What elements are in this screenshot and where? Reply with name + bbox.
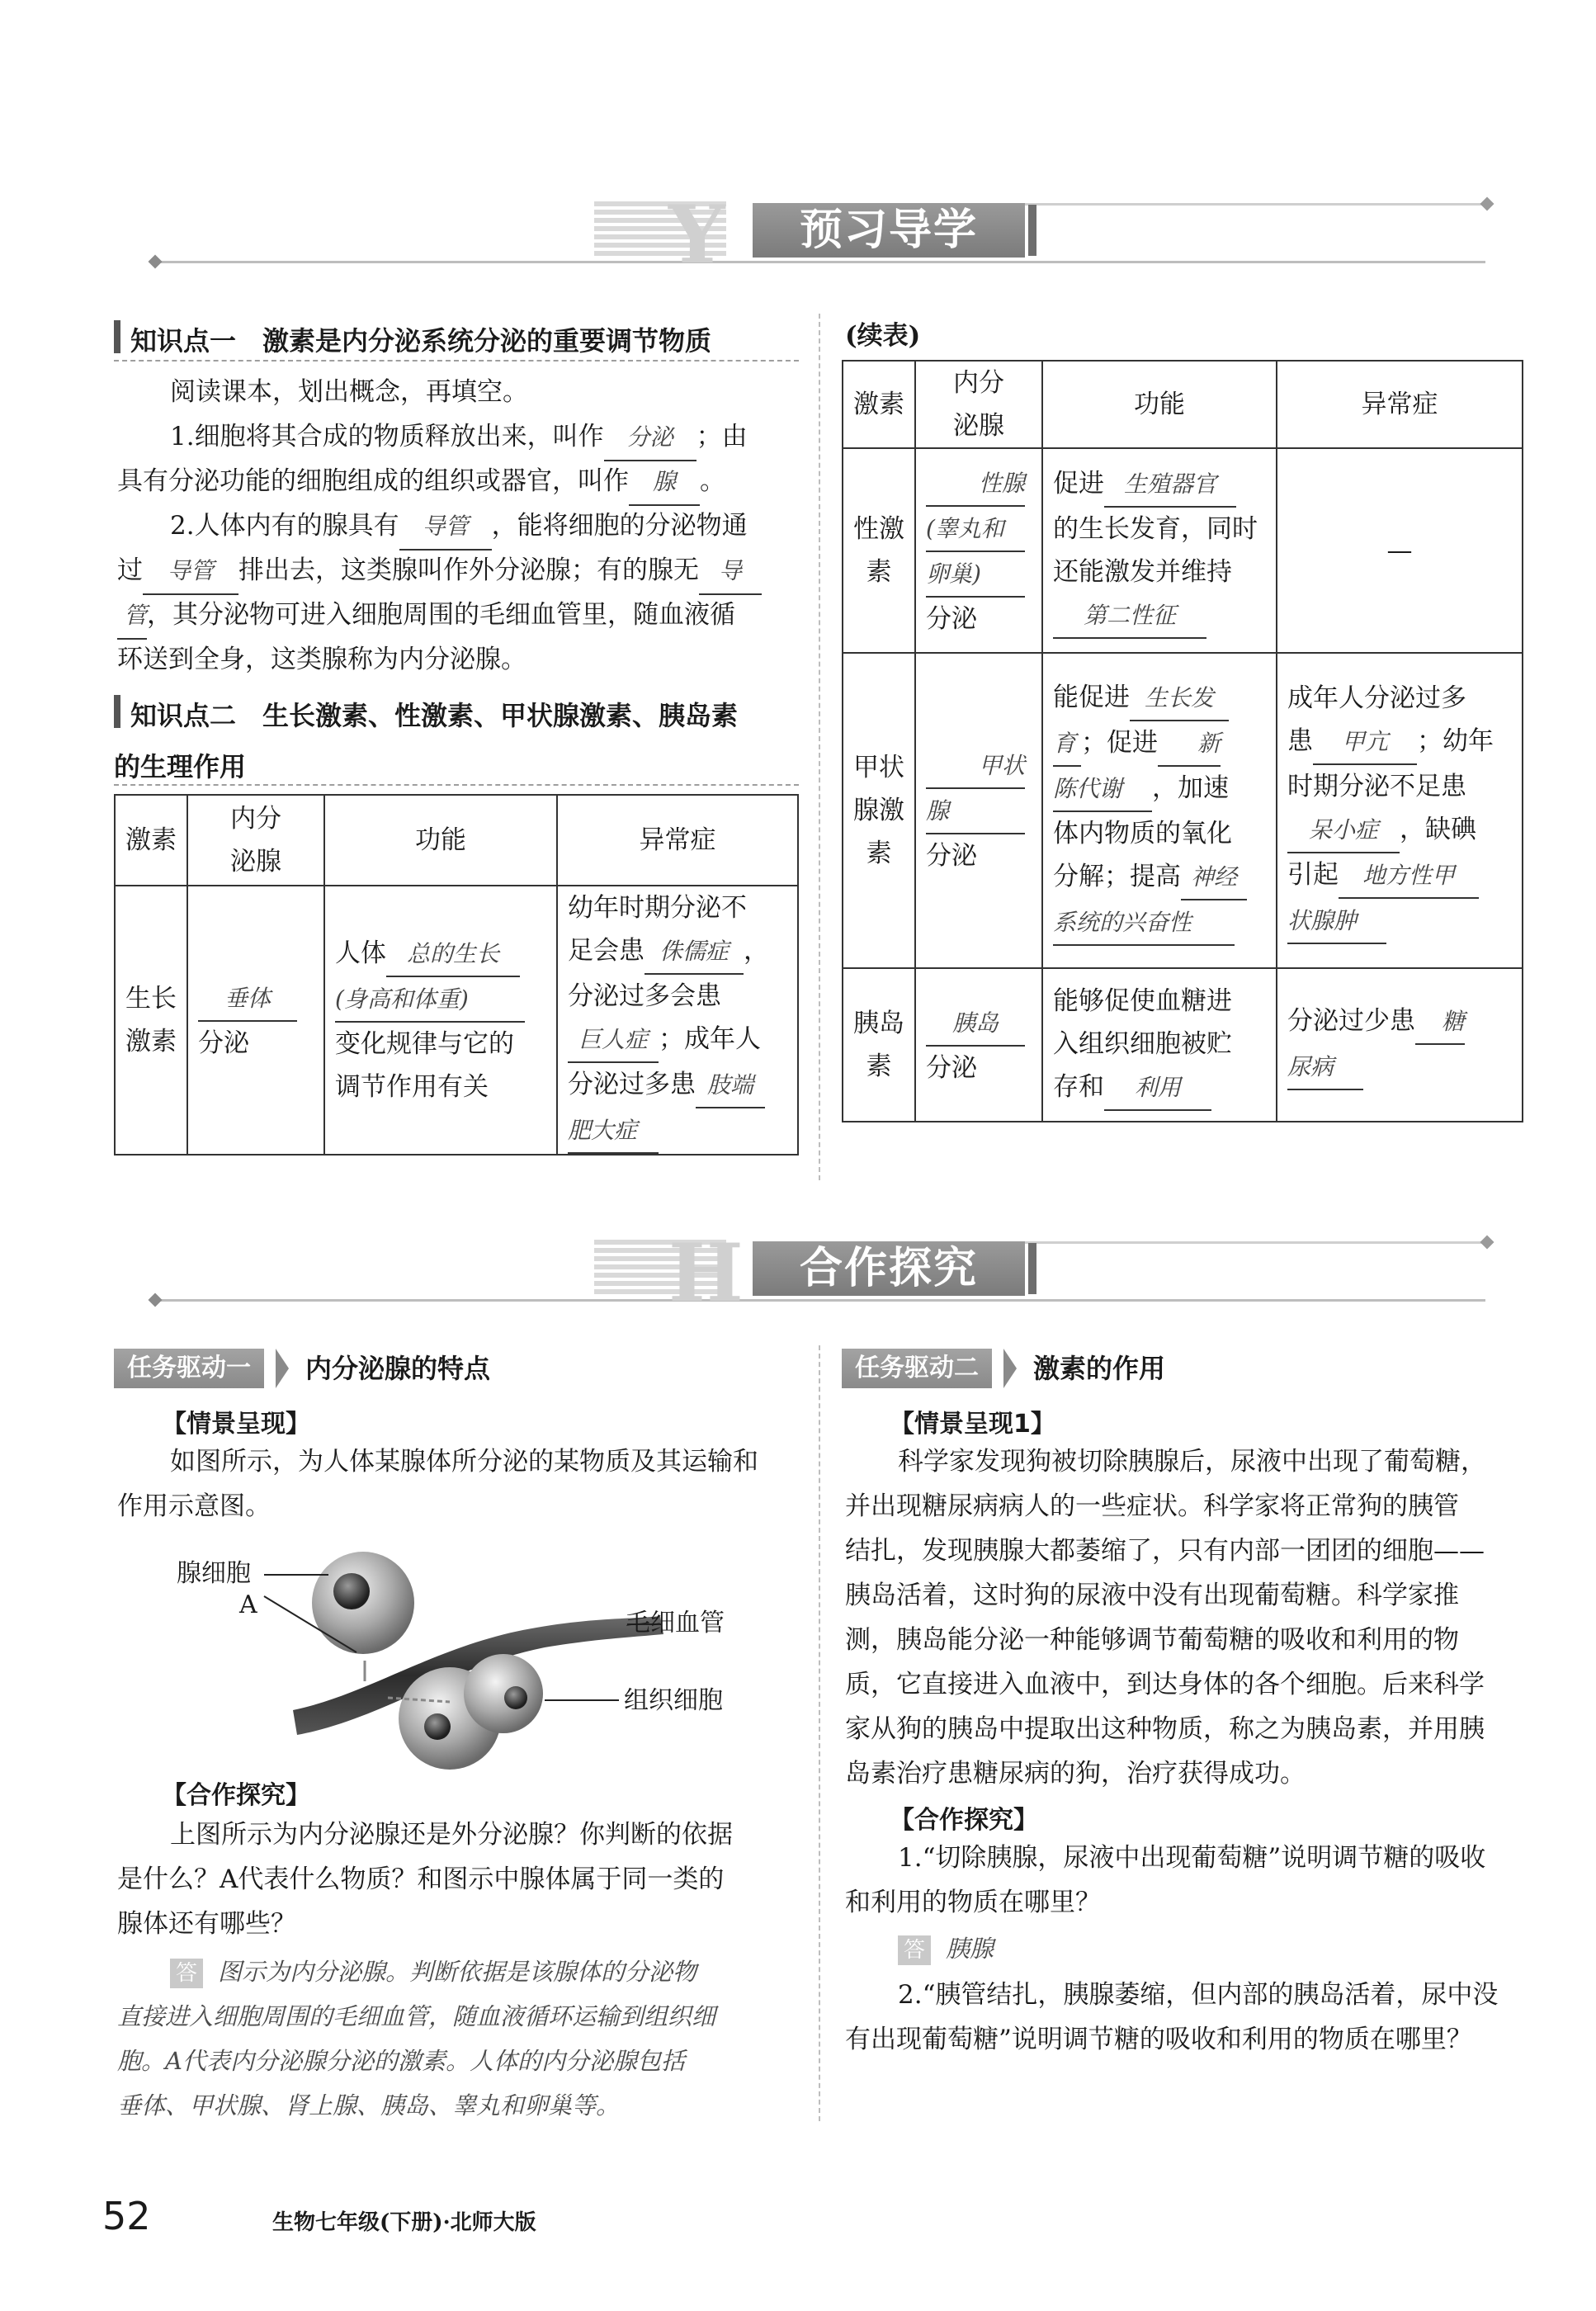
- function-insulin: 能够促使血糖进 入组织细胞被贮 存和 利用: [1042, 968, 1277, 1122]
- answer-blank: 陈代谢: [1053, 768, 1152, 812]
- gland-insulin: 胰岛 分泌: [915, 968, 1042, 1122]
- header-gland: 内分 泌腺: [915, 361, 1042, 448]
- header-function: 功能: [324, 795, 557, 886]
- answer-line-1: 答 图示为内分泌腺。判断依据是该腺体的分泌物: [170, 1949, 696, 1994]
- banner-rule: [157, 261, 1485, 263]
- answer-blank: 总的生长: [386, 933, 520, 977]
- tissue-nucleus: [424, 1713, 451, 1740]
- answer-blank: 巨人症: [568, 1018, 659, 1063]
- answer-badge: 答: [898, 1935, 931, 1965]
- scene-text-3: 结扎，发现胰腺大都萎缩了，只有内部一团团的细胞——: [845, 1536, 1485, 1566]
- heading-bar: [114, 695, 120, 728]
- header-hormone: 激素: [843, 361, 915, 448]
- banner-letter: Y: [668, 188, 725, 281]
- kp1-line-5: 管，其分泌物可进入细胞周围的毛细血管里，随血液循: [117, 593, 735, 640]
- question-2-line-1: 2.“胰管结扎，胰腺萎缩，但内部的胰岛活着，尿中没: [898, 1980, 1499, 2010]
- page-number: 52: [102, 2194, 151, 2238]
- gland-growth: 垂体 分泌: [187, 886, 324, 1155]
- question-2-line-2: 有出现葡萄糖”说明调节糖的吸收和利用的物质在哪里？: [845, 2025, 1472, 2054]
- task-arrow: [1003, 1349, 1017, 1388]
- hormone-thyroid: 甲状 腺激 素: [843, 653, 915, 968]
- tissue-nucleus: [504, 1686, 527, 1709]
- answer-blank: 分泌: [604, 415, 696, 461]
- banner-tab-end: [1028, 205, 1036, 256]
- task-1-title: 内分泌腺的特点: [305, 1353, 491, 1384]
- hormone-insulin: 胰岛 素: [843, 968, 915, 1122]
- banner-tab-end: [1028, 1243, 1036, 1294]
- figure-label-a: A: [239, 1590, 257, 1619]
- knowledge-point-1: [114, 320, 799, 355]
- question-line-3: 腺体还有哪些？: [117, 1909, 296, 1939]
- kp1-line-3: 2.人体内有的腺具有 导管 ，能将细胞的分泌物通: [170, 503, 748, 551]
- task-1-heading: [114, 1349, 799, 1388]
- banner-rule-top: [1023, 1241, 1485, 1244]
- task-2-heading: [842, 1349, 1523, 1388]
- figure-label-gland: 腺细胞: [177, 1559, 251, 1588]
- answer-blank: 利用: [1104, 1066, 1211, 1111]
- task-1-label: 任务驱动一: [114, 1349, 264, 1388]
- function-thyroid: 能促进 生长发 育 ；促进 新 陈代谢 ，加速 体内物质的氧化 分解；提高 神经 系统的兴奋性: [1042, 653, 1277, 968]
- disorder-thyroid: 成年人分泌过多 患 甲亢 ；幼年 时期分泌不足患 呆小症 ，缺碘 引起 地方性甲 状腺肿: [1277, 653, 1523, 968]
- scene-heading: 【情景呈现1】: [890, 1410, 1055, 1439]
- column-divider-top: [819, 314, 820, 1180]
- scene-text-1: 如图所示，为人体某腺体所分泌的某物质及其运输和: [170, 1447, 758, 1477]
- knowledge-point-2-title-line2: [114, 746, 246, 784]
- answer-1: 答 胰腺: [898, 1926, 994, 1971]
- continued-label: (续表): [845, 321, 921, 351]
- function-sex: 促进 生殖器官 的生长发育，同时 还能激发并维持 第二性征: [1042, 448, 1277, 653]
- banner-title: 预习导学: [753, 203, 1025, 258]
- answer-blank: 神经: [1181, 856, 1247, 900]
- answer-blank: 腺: [629, 460, 700, 506]
- scene-text-8: 岛素治疗患糖尿病的狗，治疗获得成功。: [845, 1759, 1306, 1789]
- answer-blank: (身高和体重): [335, 978, 525, 1023]
- disorder-sex: —: [1277, 448, 1523, 653]
- hormone-sex: 性激 素: [843, 448, 915, 653]
- answer-blank: 导: [699, 549, 762, 595]
- answer-blank: 性腺: [926, 462, 1025, 507]
- answer-badge: 答: [170, 1959, 203, 1988]
- hormone-table-right: [842, 360, 1523, 1122]
- header-hormone: 激素: [115, 795, 187, 886]
- answer-blank: 管: [117, 593, 147, 640]
- answer-blank: 卵巢): [926, 553, 1025, 598]
- tissue-cell: [464, 1654, 543, 1733]
- header-gland: 内分 泌腺: [187, 795, 324, 886]
- scene-text-2: 作用示意图。: [117, 1491, 271, 1521]
- answer-blank: 尿病: [1287, 1046, 1363, 1090]
- hormone-growth: 生长 激素: [115, 886, 187, 1155]
- scene-text-6: 质，它直接进入血液中，到达身体的各个细胞。后来科学: [845, 1670, 1485, 1699]
- scene-text-2: 并出现糖尿病病人的一些症状。科学家将正常狗的胰管: [845, 1491, 1459, 1521]
- cooperation-heading: 【合作探究】: [162, 1781, 310, 1810]
- task-2-title: 激素的作用: [1033, 1353, 1166, 1384]
- disorder-insulin: 分泌过少患 糖 尿病: [1277, 968, 1523, 1122]
- answer-blank: 侏儒症: [645, 930, 744, 975]
- answer-line-2: 直接进入细胞周围的毛细血管，随血液循环运输到组织细: [117, 2002, 716, 2030]
- cooperation-heading: 【合作探究】: [890, 1806, 1038, 1835]
- knowledge-point-2-title: 知识点二 生长激素、性激素、甲状腺激素、胰岛素: [130, 700, 739, 731]
- hormone-table-left: [114, 794, 799, 1156]
- answer-blank: 育: [1053, 722, 1081, 767]
- kp1-line-1: 1.细胞将其合成的物质释放出来，叫作 分泌 ；由: [170, 414, 748, 461]
- answer-blank: 新: [1158, 722, 1221, 767]
- answer-blank: 胰岛: [926, 1002, 1025, 1047]
- answer-line-3: 胞。A代表内分泌腺分泌的激素。人体的内分泌腺包括: [117, 2047, 685, 2075]
- kp1-intro: 阅读课本，划出概念，再填空。: [170, 377, 528, 407]
- scene-text-7: 家从狗的胰岛中提取出这种物质，称之为胰岛素，并用胰: [845, 1714, 1485, 1744]
- kp1-line-6: 环送到全身，这类腺称为内分泌腺。: [117, 645, 526, 674]
- answer-blank: 生长发: [1130, 677, 1229, 721]
- question-line-2: 是什么？A代表什么物质？和图示中腺体属于同一类的: [117, 1864, 725, 1894]
- banner-title: 合作探究: [753, 1241, 1025, 1296]
- scene-text-1: 科学家发现狗被切除胰腺后，尿液中出现了葡萄糖，: [898, 1447, 1486, 1477]
- answer-blank: 生殖器官: [1104, 463, 1236, 508]
- answer-blank: 糖: [1415, 1000, 1465, 1045]
- answer-blank: 甲亢: [1313, 721, 1417, 765]
- figure-label-tissue: 组织细胞: [624, 1686, 723, 1715]
- section-banner-preview: [157, 188, 1485, 281]
- gland-figure: [165, 1537, 776, 1784]
- answer-blank: 甲状: [926, 744, 1025, 789]
- heading-bar: [114, 320, 120, 353]
- answer-blank: 地方性甲: [1339, 854, 1479, 899]
- banner-letter: H: [668, 1226, 744, 1320]
- task-arrow: [276, 1349, 289, 1388]
- section-banner-cooperation: [157, 1226, 1485, 1320]
- task-2-label: 任务驱动二: [842, 1349, 992, 1388]
- answer-blank: 系统的兴奋性: [1053, 901, 1235, 946]
- answer-blank: 导管: [399, 504, 492, 551]
- header-disorder: 异常症: [557, 795, 798, 886]
- banner-rule-top: [1023, 203, 1485, 206]
- gland-nucleus: [333, 1573, 370, 1609]
- book-title: 生物七年级(下册)·北师大版: [272, 2210, 536, 2235]
- scene-text-5: 测，胰岛能分泌一种能够调节葡萄糖的吸收和利用的物: [845, 1625, 1459, 1655]
- question-1-line-1: 1.“切除胰腺，尿液中出现葡萄糖”说明调节糖的吸收: [898, 1843, 1486, 1873]
- function-growth: 人体 总的生长 (身高和体重) 变化规律与它的 调节作用有关: [324, 886, 557, 1155]
- question-line-1: 上图所示为内分泌腺还是外分泌腺？你判断的依据: [170, 1820, 733, 1850]
- header-disorder: 异常症: [1277, 361, 1523, 448]
- answer-blank: 肢端: [696, 1064, 765, 1108]
- divider: [114, 784, 799, 786]
- gland-sex: 性腺 (睾丸和 卵巢) 分泌: [915, 448, 1042, 653]
- column-divider-bottom: [819, 1345, 820, 2121]
- disorder-growth: 幼年时期分泌不 足会患 侏儒症 ， 分泌过多会患 巨人症 ；成年人 分泌过多患 肢端 肥大症: [557, 886, 798, 1155]
- header-function: 功能: [1042, 361, 1277, 448]
- question-1-line-2: 和利用的物质在哪里？: [845, 1888, 1101, 1917]
- answer-blank: 肥大症: [568, 1109, 659, 1154]
- knowledge-point-2: [114, 695, 799, 730]
- knowledge-point-1-title: 知识点一 激素是内分泌系统分泌的重要调节物质: [130, 325, 712, 357]
- scene-text-4: 胰岛活着，这时狗的尿液中没有出现葡萄糖。科学家推: [845, 1581, 1459, 1610]
- answer-blank: 腺: [926, 790, 1025, 834]
- divider: [114, 360, 799, 362]
- answer-blank: 垂体: [198, 977, 297, 1022]
- answer-blank: 状腺肿: [1287, 900, 1386, 944]
- answer-blank: 呆小症: [1287, 809, 1400, 853]
- figure-label-capillary: 毛细血管: [626, 1609, 725, 1638]
- answer-blank: 导管: [143, 549, 238, 595]
- answer-blank: (睾丸和: [926, 508, 1025, 552]
- scene-heading: 【情景呈现】: [162, 1410, 310, 1439]
- banner-rule: [157, 1299, 1485, 1302]
- knowledge-point-2-title-cont: 的生理作用: [114, 751, 247, 782]
- answer-blank: 第二性征: [1053, 594, 1206, 639]
- kp1-line-2: 具有分泌功能的细胞组成的组织或器官，叫作 腺 。: [117, 459, 725, 506]
- kp1-line-4: 过 导管 排出去，这类腺叫作外分泌腺；有的腺无 导: [117, 548, 762, 595]
- answer-line-4: 垂体、甲状腺、肾上腺、胰岛、睾丸和卵巢等。: [117, 2091, 621, 2120]
- gland-thyroid: 甲状 腺 分泌: [915, 653, 1042, 968]
